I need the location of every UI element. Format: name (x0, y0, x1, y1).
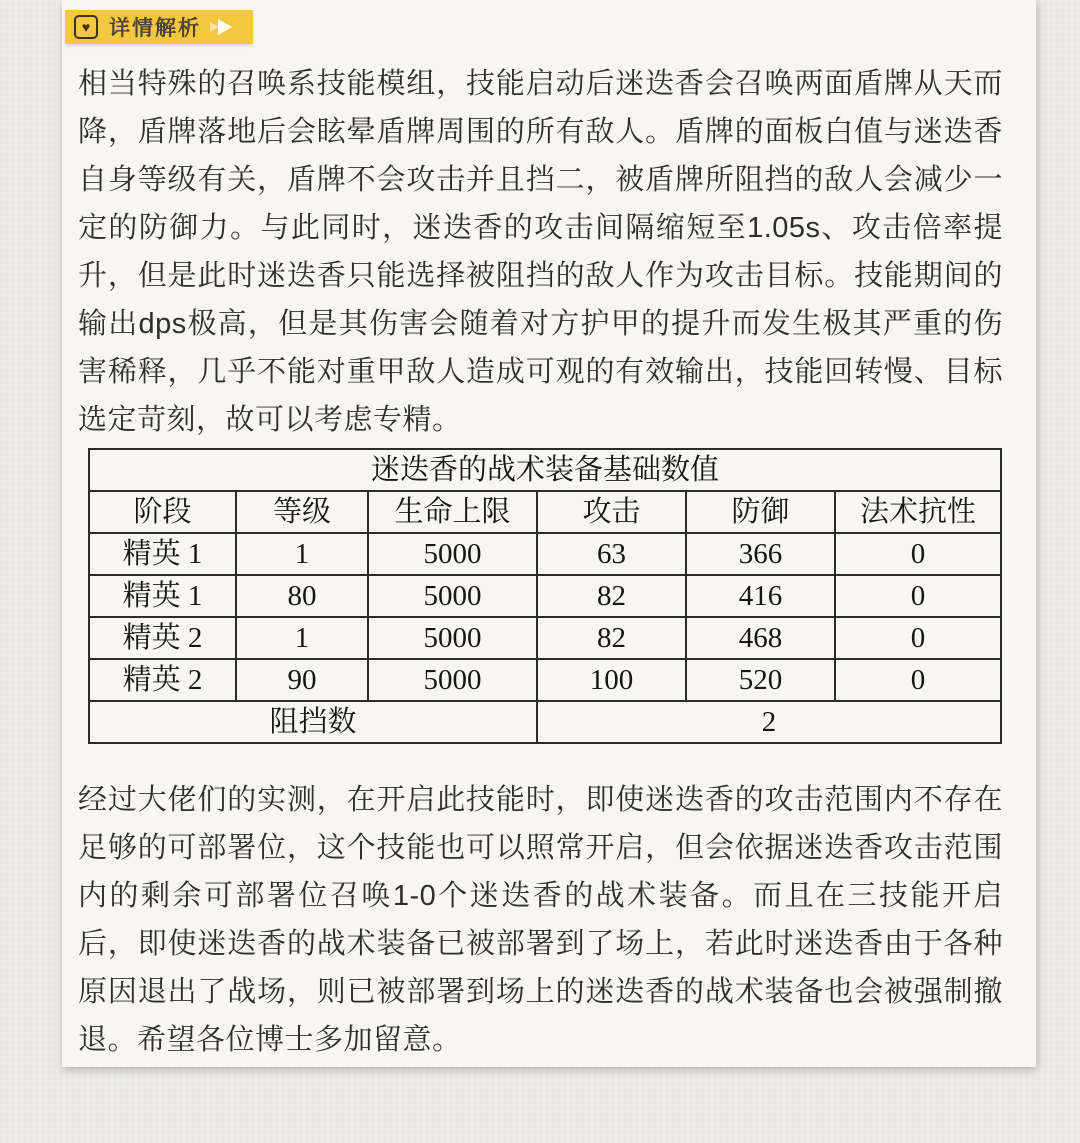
table-header-cell: 法术抗性 (835, 491, 1001, 533)
table-header-cell: 攻击 (537, 491, 686, 533)
table-cell: 80 (236, 575, 368, 617)
heart-glyph: ♥ (81, 18, 91, 35)
block-count-label: 阻挡数 (89, 701, 537, 743)
table-cell: 5000 (368, 533, 537, 575)
heart-icon (74, 15, 98, 39)
table-cell: 100 (537, 659, 686, 701)
table-cell: 416 (686, 575, 835, 617)
table-cell: 精英 1 (89, 575, 236, 617)
table-cell: 0 (835, 533, 1001, 575)
badge-label: 详情解析 (109, 17, 201, 40)
outro-paragraph: 经过大佬们的实测，在开启此技能时，即使迷迭香的攻击范围内不存在足够的可部署位，这个技能也可以照常开启，但会依据迷迭香攻击范围内的剩余可部署位召唤1-0个迷迭香的战术装备。而且在三技能开启后，即使迷迭香的战术装备已被部署到了场上，若此时迷迭香由于各种原因退出了战场，则已被部署到场上的迷迭香的战术装备也会被强制撤退。希望各位博士多加留意。 (78, 784, 1003, 1056)
table-cell: 63 (537, 533, 686, 575)
table-footer-row (89, 701, 1001, 743)
table-cell: 精英 2 (89, 617, 236, 659)
table-header-cell: 生命上限 (368, 491, 537, 533)
detail-analysis-badge (65, 10, 253, 44)
table-row (89, 575, 1001, 617)
table-cell: 5000 (368, 617, 537, 659)
double-arrow-icon (207, 15, 241, 39)
table-cell: 5000 (368, 659, 537, 701)
table-cell: 468 (686, 617, 835, 659)
table-header-cell: 等级 (236, 491, 368, 533)
table-cell: 90 (236, 659, 368, 701)
table-cell: 520 (686, 659, 835, 701)
table-title: 迷迭香的战术装备基础数值 (89, 449, 1001, 491)
table-cell: 0 (835, 659, 1001, 701)
table-cell: 0 (835, 575, 1001, 617)
table-row (89, 533, 1001, 575)
table-cell: 1 (236, 617, 368, 659)
table-cell: 精英 1 (89, 533, 236, 575)
table-row (89, 617, 1001, 659)
table-cell: 5000 (368, 575, 537, 617)
table-title-row (89, 449, 1001, 491)
table-cell: 精英 2 (89, 659, 236, 701)
table-row (89, 659, 1001, 701)
table-cell: 366 (686, 533, 835, 575)
article-card (62, 0, 1036, 1067)
table-cell: 82 (537, 575, 686, 617)
stats-table (88, 448, 1002, 744)
table-cell: 0 (835, 617, 1001, 659)
table-header-cell: 阶段 (89, 491, 236, 533)
table-header-cell: 防御 (686, 491, 835, 533)
table-header-row (89, 491, 1001, 533)
intro-paragraph: 相当特殊的召唤系技能模组，技能启动后迷迭香会召唤两面盾牌从天而降，盾牌落地后会眩晕盾牌周围的所有敌人。盾牌的面板白值与迷迭香自身等级有关，盾牌不会攻击并且挡二，被盾牌所阻挡的敌人会减少一定的防御力。与此同时，迷迭香的攻击间隔缩短至1.05s、攻击倍率提升，但是此时迷迭香只能选择被阻挡的敌人作为攻击目标。技能期间的输出dps极高，但是其伤害会随着对方护甲的提升而发生极其严重的伤害稀释，几乎不能对重甲敌人造成可观的有效输出，技能回转慢、目标选定苛刻，故可以考虑专精。 (78, 68, 1003, 436)
table-cell: 1 (236, 533, 368, 575)
table-cell: 82 (537, 617, 686, 659)
block-count-value: 2 (537, 701, 1001, 743)
